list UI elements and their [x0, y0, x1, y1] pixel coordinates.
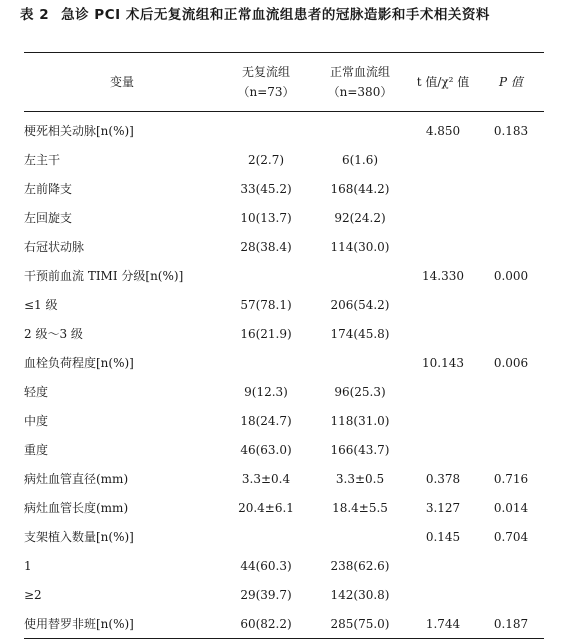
cell-group-b: 96(25.3) — [334, 384, 386, 399]
table-row — [24, 261, 544, 290]
table-row — [24, 406, 544, 435]
cell-statistic — [408, 319, 478, 348]
cell-statistic — [408, 290, 478, 319]
row-label: 2 级～3 级 — [24, 327, 83, 341]
cell-p-value — [478, 174, 544, 203]
table-row — [24, 145, 544, 174]
row-label: 轻度 — [24, 385, 49, 399]
cell-group-b: 92(24.2) — [334, 210, 386, 225]
header-group-a-name: 无复流组 — [241, 65, 290, 79]
table-title: 急诊 PCI 术后无复流组和正常血流组患者的冠脉造影和手术相关资料 — [61, 7, 490, 23]
row-label: 重度 — [24, 443, 49, 457]
cell-p-value: 0.704 — [493, 529, 529, 544]
cell-statistic — [408, 174, 478, 203]
cell-statistic: 14.330 — [422, 268, 464, 283]
cell-group-a: 57(78.1) — [240, 297, 292, 312]
table-row — [24, 203, 544, 232]
header-variable: 变量 — [24, 53, 220, 112]
cell-group-b: 18.4±5.5 — [332, 500, 388, 515]
table-row — [24, 174, 544, 203]
row-label: 左回旋支 — [24, 211, 73, 225]
cell-statistic — [408, 435, 478, 464]
header-group-b-n: （n=380） — [327, 85, 393, 99]
cell-group-a: 10(13.7) — [240, 210, 292, 225]
row-label: 病灶血管长度(mm) — [24, 501, 129, 515]
table-row — [24, 112, 544, 146]
cell-p-value — [478, 145, 544, 174]
cell-group-a: 2(2.7) — [247, 152, 285, 167]
header-group-b-name: 正常血流组 — [329, 65, 390, 79]
cell-group-b — [312, 522, 408, 551]
row-label: 梗死相关动脉[n(%)] — [24, 124, 134, 138]
cell-group-a — [220, 112, 312, 146]
cell-group-a: 18(24.7) — [240, 413, 292, 428]
cell-group-a: 60(82.2) — [240, 616, 292, 631]
table-caption — [20, 2, 550, 28]
cell-statistic — [408, 145, 478, 174]
table-row — [24, 551, 544, 580]
results-table — [24, 52, 544, 639]
table-row — [24, 464, 544, 493]
cell-statistic: 3.127 — [425, 500, 461, 515]
header-group-a — [220, 53, 312, 112]
cell-statistic: 4.850 — [425, 123, 461, 138]
cell-group-b: 206(54.2) — [330, 297, 390, 312]
row-label: 使用替罗非班[n(%)] — [24, 617, 134, 631]
header-row — [24, 53, 544, 112]
cell-p-value — [478, 319, 544, 348]
table-row — [24, 348, 544, 377]
header-p-value: P 值 — [478, 53, 544, 112]
cell-p-value: 0.183 — [493, 123, 529, 138]
cell-p-value: 0.716 — [493, 471, 529, 486]
cell-p-value: 0.000 — [493, 268, 529, 283]
cell-group-b: 168(44.2) — [330, 181, 390, 196]
cell-group-a: 16(21.9) — [240, 326, 292, 341]
cell-group-b: 166(43.7) — [330, 442, 390, 457]
table-row — [24, 522, 544, 551]
cell-p-value: 0.187 — [493, 616, 529, 631]
cell-p-value — [478, 232, 544, 261]
cell-p-value — [478, 377, 544, 406]
cell-p-value — [478, 551, 544, 580]
cell-statistic — [408, 203, 478, 232]
table-row — [24, 290, 544, 319]
cell-statistic: 10.143 — [422, 355, 464, 370]
row-label: 支架植入数量[n(%)] — [24, 530, 134, 544]
cell-group-a — [220, 522, 312, 551]
cell-group-a: 33(45.2) — [240, 181, 292, 196]
row-label: ≥2 — [24, 587, 42, 602]
cell-group-a: 9(12.3) — [244, 384, 288, 399]
header-statistic: t 值/χ² 值 — [408, 53, 478, 112]
cell-p-value — [478, 290, 544, 319]
cell-p-value: 0.014 — [493, 500, 529, 515]
table-row — [24, 493, 544, 522]
cell-p-value — [478, 203, 544, 232]
cell-statistic — [408, 377, 478, 406]
cell-group-b: 285(75.0) — [330, 616, 390, 631]
table-row — [24, 609, 544, 639]
table-row — [24, 319, 544, 348]
header-group-b — [312, 53, 408, 112]
cell-group-b — [312, 348, 408, 377]
row-label: 中度 — [24, 414, 49, 428]
row-label: 左主干 — [24, 153, 61, 167]
table-row — [24, 377, 544, 406]
table-row — [24, 580, 544, 609]
table-row — [24, 232, 544, 261]
row-label: 1 — [24, 558, 32, 573]
cell-group-b: 3.3±0.5 — [335, 471, 385, 486]
row-label: 干预前血流 TIMI 分级[n(%)] — [24, 269, 184, 283]
cell-statistic — [408, 232, 478, 261]
cell-group-a: 46(63.0) — [240, 442, 292, 457]
table-row — [24, 435, 544, 464]
header-group-a-n: （n=73） — [237, 85, 295, 99]
cell-group-b — [312, 112, 408, 146]
row-label: 左前降支 — [24, 182, 73, 196]
cell-statistic — [408, 551, 478, 580]
cell-group-b: 6(1.6) — [341, 152, 379, 167]
cell-statistic — [408, 580, 478, 609]
row-label: 血栓负荷程度[n(%)] — [24, 356, 134, 370]
cell-group-a: 44(60.3) — [240, 558, 292, 573]
cell-p-value — [478, 435, 544, 464]
table-number: 表 2 — [20, 7, 50, 23]
cell-group-a: 20.4±6.1 — [238, 500, 294, 515]
cell-p-value: 0.006 — [493, 355, 529, 370]
cell-group-a: 28(38.4) — [240, 239, 292, 254]
cell-group-b: 142(30.8) — [330, 587, 390, 602]
cell-p-value — [478, 580, 544, 609]
cell-group-b — [312, 261, 408, 290]
cell-p-value — [478, 406, 544, 435]
row-label: ≤1 级 — [24, 298, 58, 312]
cell-statistic — [408, 406, 478, 435]
cell-statistic: 0.378 — [425, 471, 461, 486]
cell-group-b: 118(31.0) — [330, 413, 390, 428]
cell-statistic: 0.145 — [425, 529, 461, 544]
cell-group-b: 238(62.6) — [330, 558, 390, 573]
row-label: 右冠状动脉 — [24, 240, 85, 254]
cell-statistic: 1.744 — [425, 616, 461, 631]
cell-group-a: 3.3±0.4 — [241, 471, 291, 486]
cell-group-a — [220, 261, 312, 290]
row-label: 病灶血管直径(mm) — [24, 472, 129, 486]
cell-group-a: 29(39.7) — [240, 587, 292, 602]
cell-group-b: 174(45.8) — [330, 326, 390, 341]
cell-group-b: 114(30.0) — [330, 239, 390, 254]
cell-group-a — [220, 348, 312, 377]
